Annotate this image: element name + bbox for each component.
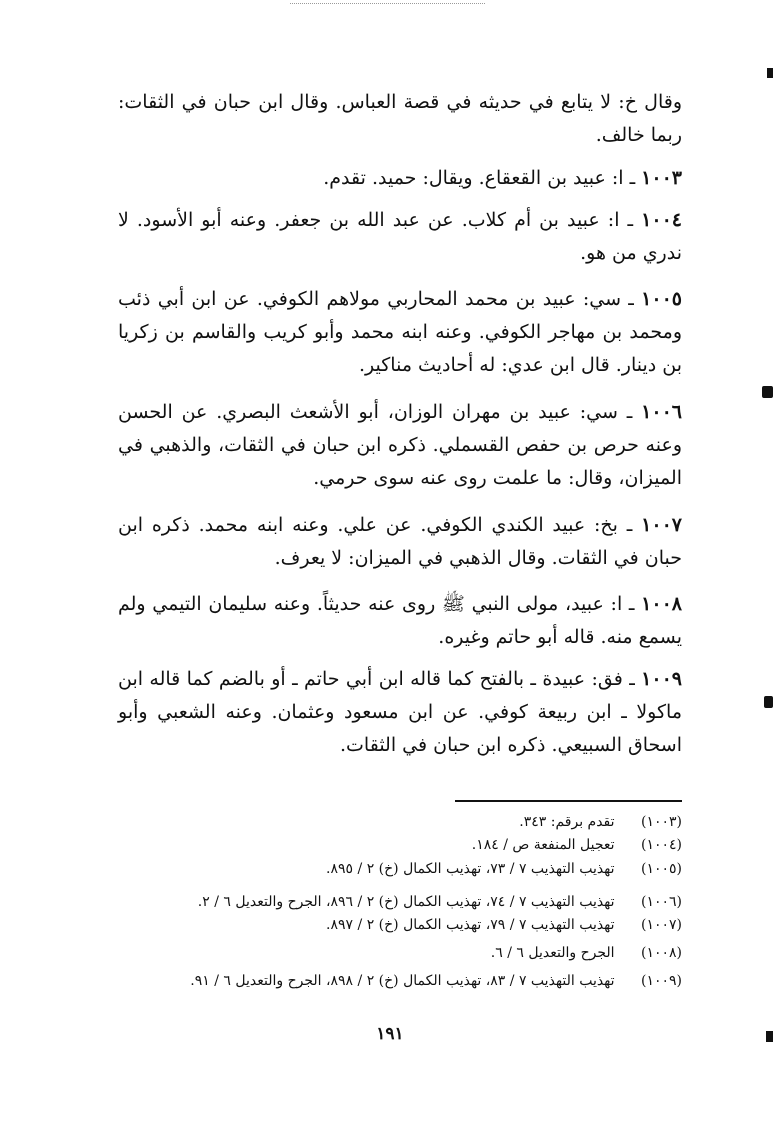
scan-top-edge xyxy=(290,3,485,4)
footnote-1008 xyxy=(100,942,682,966)
footnote-text: تهذيب التهذيب ٧ / ٧٣، تهذيب الكمال (خ) ٢ / ٨٩٥. xyxy=(326,861,615,877)
binding-mark xyxy=(762,386,773,398)
intro-text: وقال خ: لا يتابع في حديثه في قصة العباس. وقال ابن حبان في الثقات: ربما خالف. xyxy=(118,91,682,146)
footnote-1009 xyxy=(100,970,682,994)
footnote-text: تهذيب التهذيب ٧ / ٧٩، تهذيب الكمال (خ) ٢ / ٨٩٧. xyxy=(326,917,615,933)
entry-number: ١٠٠٨ xyxy=(641,593,682,615)
binding-mark xyxy=(764,696,773,708)
entry-text: ـ سي: عبيد بن مهران الوزان، أبو الأشعث البصري. عن الحسن وعنه حرص بن حفص القسملي. ذكره ابن حبان في الثقات، والذهبي في الميزان، وقال: ما علمت روى عنه سوى حرمي. xyxy=(118,401,682,489)
entry-1006 xyxy=(118,396,682,495)
entry-text: ـ فق: عبيدة ـ بالفتح كما قاله ابن أبي حاتم ـ أو بالضم كما قاله ابن ماكولا ـ ابن ربيعة كوفي. عن ابن مسعود وعثمان. وعنه الشعبي وأبو اسحاق السبيعي. ذكره ابن حبان في الثقات. xyxy=(118,668,682,756)
footnote-text: الجرح والتعديل ٦ / ٦. xyxy=(490,945,615,961)
footnote-ref: (١٠٠٩) xyxy=(640,973,682,989)
footnote-ref: (١٠٠٨) xyxy=(640,945,682,961)
entry-text: ـ بخ: عبيد الكندي الكوفي. عن علي. وعنه ابنه محمد. ذكره ابن حبان في الثقات. وقال الذهبي في الميزان: لا يعرف. xyxy=(118,514,682,569)
entry-1003 xyxy=(118,162,682,195)
entry-number: ١٠٠٦ xyxy=(641,401,682,423)
footnote-ref: (١٠٠٣) xyxy=(640,814,682,830)
entry-1008 xyxy=(118,588,682,654)
footnote-separator xyxy=(455,800,682,802)
binding-mark xyxy=(767,68,773,78)
entry-1005 xyxy=(118,283,682,382)
entry-1009 xyxy=(118,663,682,762)
binding-mark xyxy=(766,1031,773,1042)
footnote-text: تعجيل المنفعة ص / ١٨٤. xyxy=(471,837,615,853)
intro-paragraph xyxy=(118,86,682,152)
footnote-ref: (١٠٠٧) xyxy=(640,917,682,933)
footnote-ref: (١٠٠٤) xyxy=(640,837,682,853)
entry-text: ـ ا: عبيد، مولى النبي ﷺ روى عنه حديثاً. وعنه سليمان التيمي ولم يسمع منه. قاله أبو حاتم وغيره. xyxy=(118,593,682,648)
entry-text: ـ ا: عبيد بن القعقاع. ويقال: حميد. تقدم. xyxy=(323,167,642,189)
entry-number: ١٠٠٣ xyxy=(641,167,682,189)
entry-number: ١٠٠٥ xyxy=(641,288,682,310)
footnote-text: تهذيب التهذيب ٧ / ٧٤، تهذيب الكمال (خ) ٢ / ٨٩٦، الجرح والتعديل ٦ / ٢. xyxy=(197,894,615,910)
footnote-1006 xyxy=(100,891,682,915)
entry-number: ١٠٠٩ xyxy=(641,668,682,690)
footnote-ref: (١٠٠٥) xyxy=(640,861,682,877)
entry-number: ١٠٠٧ xyxy=(641,514,682,536)
entry-1007 xyxy=(118,509,682,575)
footnote-text: تقدم برقم: ٣٤٣. xyxy=(519,814,615,830)
footnote-ref: (١٠٠٦) xyxy=(640,894,682,910)
footnote-1007 xyxy=(100,914,682,938)
entry-number: ١٠٠٤ xyxy=(641,209,682,231)
entry-1004 xyxy=(118,204,682,270)
footnote-1003 xyxy=(100,811,682,835)
entry-text: ـ ا: عبيد بن أم كلاب. عن عبد الله بن جعفر. وعنه أبو الأسود. لا ندري من هو. xyxy=(118,209,682,264)
page-number: ١٩١ xyxy=(376,1024,404,1044)
footnote-text: تهذيب التهذيب ٧ / ٨٣، تهذيب الكمال (خ) ٢ / ٨٩٨، الجرح والتعديل ٦ / ٩١. xyxy=(190,973,615,989)
footnote-1004 xyxy=(100,834,682,858)
entry-text: ـ سي: عبيد بن محمد المحاربي مولاهم الكوفي. عن ابن أبي ذئب ومحمد بن مهاجر الكوفي. وعنه ابنه محمد وأبو كريب والقاسم بن زكريا بن دينار. قال ابن عدي: له أحاديث مناكير. xyxy=(118,288,682,376)
footnote-1005 xyxy=(100,858,682,882)
